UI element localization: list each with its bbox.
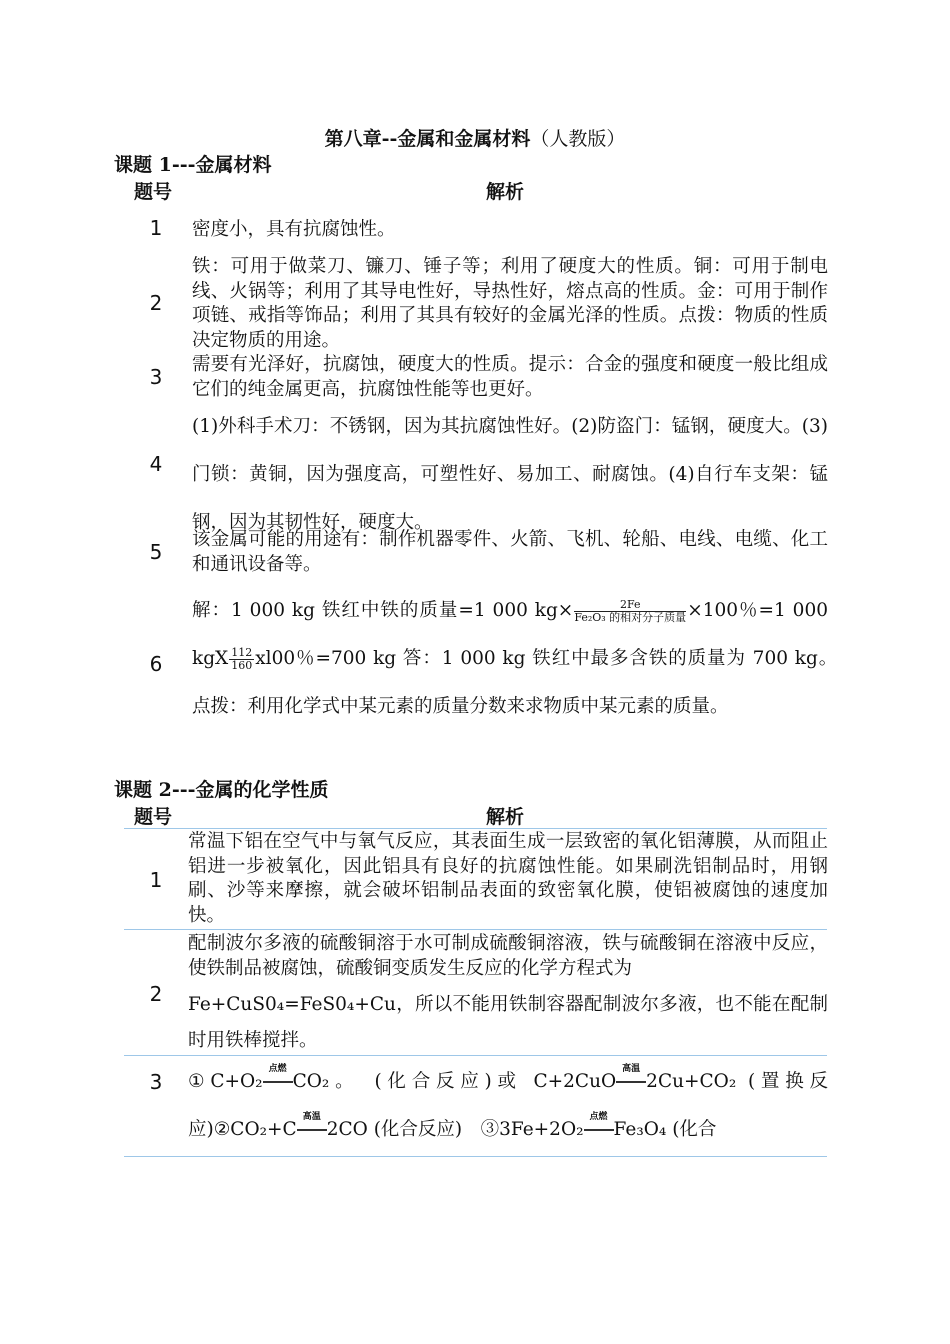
fraction-numerator: 2Fe xyxy=(574,599,686,612)
condition-high-temp xyxy=(297,1106,327,1154)
s1-row5-num: 5 xyxy=(149,540,163,564)
eq2-type: (置换反应) xyxy=(188,1071,828,1140)
fraction-fe-ratio xyxy=(574,599,686,624)
s1-row1-num: 1 xyxy=(149,216,163,240)
s1-row3-text: 需要有光泽好，抗腐蚀，硬度大的性质。提示：合金的强度和硬度一般比组成它们的纯金属更高，抗腐蚀性能等也更好。 xyxy=(192,354,828,400)
table-divider xyxy=(124,929,827,930)
s2-row1-num: 1 xyxy=(149,868,163,892)
section2-heading: 课题 2---金属的化学性质 xyxy=(114,779,329,801)
s1-row6-part-b: ×100％=1 000 kgX xyxy=(192,600,828,669)
condition-label: 高温 xyxy=(302,1112,321,1122)
section1-col-ans: 解析 xyxy=(486,181,525,203)
s1-row6-text xyxy=(192,587,828,731)
eq3-type: (化合反应) xyxy=(373,1119,463,1140)
eq4-left: ③3Fe+2O₂ xyxy=(480,1119,584,1140)
s1-row5-text: 该金属可能的用途有：制作机器零件、火箭、飞机、轮船、电线、电缆、化工和通讯设备等。 xyxy=(192,529,828,575)
fraction-denominator: Fe₂O₃ 的相对分子质量 xyxy=(574,610,687,624)
s2-row2-text-b: Fe+CuS0₄=FeS0₄+Cu，所以不能用铁制容器配制波尔多液，也不能在配制时用铁棒搅拌。 xyxy=(188,994,828,1051)
section1-heading: 课题 1---金属材料 xyxy=(114,154,272,176)
eq1-type: (化合反应)或 xyxy=(374,1071,522,1092)
s1-row4-num: 4 xyxy=(149,452,163,476)
s1-row2-num: 2 xyxy=(149,291,163,315)
condition-label: 点燃 xyxy=(589,1112,608,1122)
fraction-denominator: 160 xyxy=(231,658,253,672)
page-title-suffix: （人教版） xyxy=(530,128,626,150)
s2-row2-text xyxy=(188,932,828,1059)
s2-row3-num: 3 xyxy=(149,1070,163,1094)
s1-row6-num: 6 xyxy=(149,652,163,676)
eq3-left: ②CO₂+C xyxy=(213,1119,297,1140)
eq2-right: 2Cu+CO₂ xyxy=(646,1071,737,1092)
eq3-right: 2CO xyxy=(326,1119,368,1140)
s1-row1-text: 密度小，具有抗腐蚀性。 xyxy=(192,219,396,240)
eq1-left: ①C+O₂ xyxy=(188,1071,263,1092)
table-divider xyxy=(124,828,827,829)
condition-ignite xyxy=(263,1058,293,1106)
s1-row6-part-a: 解：1 000 kg 铁红中铁的质量=1 000 kg× xyxy=(192,600,574,621)
s2-row1-text: 常温下铝在空气中与氧气反应，其表面生成一层致密的氧化铝薄膜，从而阻止铝进一步被氧化，因此铝具有良好的抗腐蚀性能。如果刷洗铝制品时，用钢刷、沙等来摩擦，就会破坏铝制品表面的致密氧化膜，使铝被腐蚀的速度加快。 xyxy=(188,831,828,926)
s1-row6-part-c: xl00％=700 kg 答：1 000 kg 铁红中最多含铁的质量为 700 kg。 xyxy=(255,648,828,669)
eq4-type: (化合 xyxy=(672,1119,717,1140)
s1-row3-num: 3 xyxy=(149,365,163,389)
s1-row6-part-d: 点拨：利用化学式中某元素的质量分数来求物质中某元素的质量。 xyxy=(192,696,729,717)
section2-col-num: 题号 xyxy=(134,806,173,828)
fraction-112-160 xyxy=(229,647,254,672)
s2-row2-text-a: 配制波尔多液的硫酸铜溶于水可制成硫酸铜溶液，铁与硫酸铜在溶液中反应，使铁制品被腐蚀，硫酸铜变质发生反应的化学方程式为 xyxy=(188,933,828,979)
s2-row3-text xyxy=(188,1058,828,1154)
section1-col-num: 题号 xyxy=(134,181,173,203)
page-title xyxy=(0,124,950,151)
fraction-numerator: 112 xyxy=(231,645,253,659)
s1-row4-text: (1)外科手术刀：不锈钢，因为其抗腐蚀性好。(2)防盗门：锰钢，硬度大。(3)门锁：黄铜，因为强度高，可塑性好、易加工、耐腐蚀。(4)自行车支架：锰钢，因为其韧性好，硬度大。 xyxy=(192,416,828,533)
condition-label: 点燃 xyxy=(268,1064,287,1074)
eq2-left: C+2CuO xyxy=(533,1071,617,1092)
s2-row2-num: 2 xyxy=(149,982,163,1006)
s1-row2-text: 铁：可用于做菜刀、镰刀、锤子等；利用了硬度大的性质。铜：可用于制电线、火锅等；利用了其导电性好，导热性好，熔点高的性质。金：可用于制作项链、戒指等饰品；利用了其具有较好的金属光泽的性质。点拨：物质的性质决定物质的用途。 xyxy=(192,256,828,351)
table-divider xyxy=(124,1156,827,1157)
condition-high-temp xyxy=(616,1058,646,1106)
eq4-right: Fe₃O₄ xyxy=(613,1119,667,1140)
section2-col-ans: 解析 xyxy=(486,806,525,828)
condition-label: 高温 xyxy=(622,1064,641,1074)
condition-ignite xyxy=(584,1106,614,1154)
table-divider xyxy=(124,1055,827,1056)
page-title-main: 第八章--金属和金属材料 xyxy=(324,128,531,150)
eq1-right: CO₂。 xyxy=(292,1071,351,1092)
